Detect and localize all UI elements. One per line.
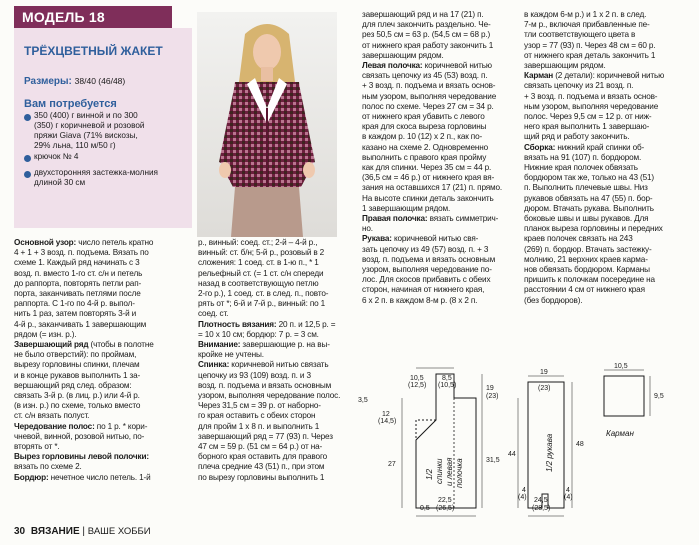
text-line: нов обвязать бордюром. Карманы <box>524 265 650 275</box>
text-line: соед. ст. <box>198 309 229 319</box>
dim-pocket-top: 10,5 <box>614 363 628 370</box>
text-line: назад в соответствующую петлю <box>198 278 319 288</box>
front-back-schematic <box>402 368 482 516</box>
text-line: боковые швы и швы рукавов. Для <box>524 214 649 224</box>
text-line: для плеч закончить раздельно. Че- <box>362 20 491 30</box>
text-line: Левая полочка: коричневой нитью <box>362 61 492 71</box>
footer-title: ВАШЕ ХОББИ <box>87 526 151 537</box>
dim-front-left-a: 3,5 <box>358 397 368 404</box>
text-line: возд. п. вместо 1-го ст. с/н и петель <box>14 268 143 278</box>
page-number: 30 <box>14 526 26 537</box>
text-line: до раппорта, повторять петли рап- <box>14 278 142 288</box>
pocket-schematic <box>604 370 650 416</box>
product-title: ТРЁХЦВЕТНЫЙ ЖАКЕТ <box>24 44 163 58</box>
text-line: Внимание: завершающие р. на вы- <box>198 340 330 350</box>
text-line: 6 х 2 п. в каждом 8-м р. (8 х 2 п. <box>362 295 478 305</box>
text-line: порта, заканчивать петлями после <box>14 289 141 299</box>
material-item-yarn <box>34 111 194 151</box>
dim-front-bottom-a: 0,5 <box>420 505 430 512</box>
text-line: связать цепочку из 21 возд. п. <box>524 81 634 91</box>
text-line: 47 см = 59 р. (51 см = 64 р.) от на- <box>198 442 323 452</box>
dim-sleeve-bottom-b: (28,5) <box>532 505 551 512</box>
pattern-diagram <box>352 362 697 522</box>
text-line: бордюром так же, только на 43 (51) <box>524 173 654 183</box>
text-line: Нижние края полочек обвязать <box>524 163 638 173</box>
model-header <box>14 6 172 28</box>
sleeve-label: 1/2 рукава <box>545 433 554 472</box>
model-title: МОДЕЛЬ 18 <box>22 9 105 25</box>
text-line: вязать по схеме 2. <box>14 462 82 472</box>
text-line: связать 3-й р. (в лиц. р.) или 4-й р. <box>14 391 140 401</box>
material-line: двухсторонняя застежка-молния <box>34 168 158 177</box>
text-line: как для спинки. Через 35 см = 44 р. <box>362 163 492 173</box>
text-line: от нижнего края деталь закончить 1 <box>524 50 656 60</box>
text-line: На высоте спинки деталь закончить <box>362 193 494 203</box>
dim-sleeve-side-a-alt: (4) <box>518 494 527 501</box>
text-line: возд. п. подъема и вязать основным <box>362 254 496 264</box>
text-line: по вырезу горловины выполнить 1 <box>198 472 325 482</box>
dim-sleeve-side-b: 4 <box>566 487 570 494</box>
text-line: винный: ст. б/н; 5-й р., розовый в 2 <box>198 248 325 258</box>
text-line: + 3 возд. п. подъема и вязать основ- <box>524 91 658 101</box>
text-line: тли соответствующего цвета в <box>524 30 636 40</box>
text-line: плеча средние 43 (51) п., при этом <box>198 462 325 472</box>
text-line: узором, выполняя чередование по- <box>362 265 492 275</box>
text-line: планок выреза горловины и передних <box>524 224 663 234</box>
material-line: крючок № 4 <box>34 152 79 161</box>
model-photo-illustration <box>197 12 337 237</box>
text-line: 7-м р., включая прибавленные пе- <box>524 20 650 30</box>
text-line: вторять от *. <box>14 442 60 452</box>
text-line: сложения: 1 соед. ст. в 1-ю п., * 1 <box>198 258 319 268</box>
text-line: Сборка: нижний край спинки об- <box>524 142 645 152</box>
material-line: длиной 30 см <box>34 178 86 187</box>
text-line: рядом (= изн. р.). <box>14 329 77 339</box>
text-line: рез 50,5 см = 63 р. (54,5 см = 68 р.) <box>362 30 491 40</box>
text-line: (269) п. бордюр. Втачать застежку- <box>524 244 652 254</box>
bullet-icon <box>24 114 31 121</box>
model-photo <box>197 12 337 237</box>
text-line: лос. Для скосов прибавить с обеих <box>362 275 491 285</box>
text-line: 2-го р.), 1 соед. ст. в след. п., повто- <box>198 289 329 299</box>
text-line: вершающий ряд след. образом: <box>14 380 132 390</box>
text-line: него края выполнить 1 завершаю- <box>524 122 650 132</box>
text-line: и в конце рукавов выполнить 1 за- <box>14 370 141 380</box>
text-column-4 <box>524 10 686 306</box>
dim-front-bottom-b: 22,5 <box>438 497 452 504</box>
dim-sleeve-right: 48 <box>576 441 584 448</box>
text-line: молнию, 21 верхних краев карма- <box>524 254 648 264</box>
text-line: сторон, начиная от нижнего края, <box>362 285 485 295</box>
bullet-icon <box>24 171 31 178</box>
text-line: Карман (2 детали): коричневой нитью <box>524 71 665 81</box>
materials-title: Вам потребуется <box>24 98 117 110</box>
material-line: (350) г коричневой и розовой <box>34 121 145 130</box>
footer-brand: ВЯЗАНИЕ <box>30 526 80 537</box>
text-line: вязать на 91 (107) п. бордюром. <box>524 152 642 162</box>
text-line: полос по схеме. Через 27 см = 34 р. <box>362 101 494 111</box>
text-line: п. Выполнить плечевые швы. Низ <box>524 183 648 193</box>
sizes <box>24 76 125 87</box>
text-line: Через 31,5 см = 39 р. от наборно- <box>198 401 321 411</box>
dim-pocket-right: 9,5 <box>654 393 664 400</box>
text-line: рять от *; 6-й и 7-й р., винный: по 1 <box>198 299 326 309</box>
text-line: для пройм 1 х 8 п. и выполнить 1 <box>198 421 320 431</box>
pocket-label: Карман <box>606 429 634 438</box>
text-line: в каждом р. 10 (12) х 2 п., как по- <box>362 132 483 142</box>
text-line: ным узором, выполняя чередование <box>362 91 497 101</box>
text-line: завершающий ряд = 77 (93) п. Через <box>198 431 333 441</box>
text-line: Рукава: коричневой нитью свя- <box>362 234 479 244</box>
text-line: цепочку из 93 (109) возд. п. и 3 <box>198 370 311 380</box>
text-line: (36,5 см = 46 р.) от нижнего края вя- <box>362 173 495 183</box>
text-line: 4-й р., заканчивать 1 завершающим <box>14 319 147 329</box>
material-line: 350 (400) г винной и по 300 <box>34 111 138 120</box>
front-label-d: полочка <box>455 458 464 488</box>
text-line: зать цепочку из 49 (57) возд. п. + 3 <box>362 244 489 254</box>
text-column-2 <box>198 238 344 483</box>
dim-front-right-a-alt: (23) <box>486 393 499 400</box>
dim-front-left-c: 27 <box>388 461 396 468</box>
text-line: казано на схеме 2. Одновременно <box>362 142 489 152</box>
text-line: чневой, винной, розовой нитью, по- <box>14 431 145 441</box>
text-line: рукавов обвязать на 47 (55) п. бор- <box>524 193 653 203</box>
text-line: завершающим рядом. <box>524 61 606 71</box>
text-line: ным узором, выполняя чередование <box>524 101 659 111</box>
text-line: Бордюр: нечетное число петель. 1-й <box>14 472 151 482</box>
dim-front-top-b: 8,5 <box>442 375 452 382</box>
text-line: Основной узор: число петель кратно <box>14 238 154 247</box>
front-label-a: 1/2 <box>425 468 434 480</box>
text-line: Спинка: коричневой нитью связать <box>198 360 329 370</box>
text-line: Завершающий ряд (чтобы в полотне <box>14 340 154 350</box>
text-line: пришить к полочкам посередине на <box>524 275 655 285</box>
dim-front-left-b-alt: (14,5) <box>378 418 397 425</box>
dim-sleeve-side-b-alt: (4) <box>564 494 573 501</box>
text-line: Чередование полос: по 1 р. * кори- <box>14 421 148 431</box>
dim-front-left-b: 12 <box>382 411 390 418</box>
text-line: Плотность вязания: 20 п. и 12,5 р. = <box>198 319 336 329</box>
dim-sleeve-top: 19 <box>540 369 548 376</box>
text-line: от нижнего края работу закончить 1 <box>362 40 494 50</box>
dim-front-top-a-alt: (12,5) <box>408 382 427 389</box>
text-line: 4 + 1 + 3 возд. п. подъема. Вязать по <box>14 248 149 258</box>
sizes-label: Размеры: <box>24 76 72 87</box>
footer-separator: | <box>79 526 88 537</box>
dim-front-right-b: 31,5 <box>486 457 500 464</box>
page-footer <box>14 526 151 537</box>
dim-front-top-a: 10,5 <box>410 375 424 382</box>
material-line: 29% льна, 110 м/50 г) <box>34 141 116 150</box>
text-column-1 <box>14 238 192 483</box>
text-line: выполнить с правого края пройму <box>362 152 487 162</box>
text-line: завершающим рядом. <box>362 50 444 60</box>
text-line: не было отверстий): по проймам, <box>14 350 137 360</box>
text-line: (в изн. р.) по схеме, только вместо <box>14 401 141 411</box>
material-item-hook <box>34 152 194 162</box>
text-line: края для скоса выреза горловины <box>362 122 487 132</box>
text-line: нить 1 раз, затем повторять 3-й и <box>14 309 137 319</box>
text-line: возд. п. подъема и вязать основным <box>198 380 332 390</box>
dim-sleeve-bottom-a: 24,5 <box>534 497 548 504</box>
material-item-zipper <box>34 168 194 188</box>
dim-sleeve-top-alt: (23) <box>538 385 551 392</box>
text-line: (без бордюров). <box>524 295 583 305</box>
text-line: = 10 х 10 см; бордюр: 7 р. = 3 см. <box>198 329 319 339</box>
dim-sleeve-side-a: 4 <box>522 487 526 494</box>
text-line: Правая полочка: вязать симметрич- <box>362 214 499 224</box>
text-line: расстоянии 4 см от нижнего края <box>524 285 645 295</box>
text-line: рельефный ст. (= 1 ст. с/н спереди <box>198 268 324 278</box>
text-line: раппорта. С 1-го по 4-й р. выпол- <box>14 299 135 309</box>
sizes-value: 38/40 (46/48) <box>74 76 126 86</box>
bullet-icon <box>24 155 31 162</box>
text-line: завершающий ряд и на 17 (21) п. <box>362 10 484 19</box>
text-line: зания на оставшихся 17 (21) п. прямо. <box>362 183 503 193</box>
text-line: от нижнего края убавить с левого <box>362 112 485 122</box>
text-line: го края оставить с обеих сторон <box>198 411 316 421</box>
text-line: + 3 возд. п. подъема и вязать основ- <box>362 81 496 91</box>
text-line: кройке не учтены. <box>198 350 264 360</box>
dim-front-right-a: 19 <box>486 385 494 392</box>
text-line: но. <box>362 224 373 234</box>
front-label-c: и левая <box>445 457 454 486</box>
text-line: борного края оставить для правого <box>198 452 327 462</box>
text-line: Вырез горловины левой полочки: <box>14 452 149 462</box>
text-line: вырезу горловины спинки, плечам <box>14 360 140 370</box>
text-line: узором, выполняя чередование полос. <box>198 391 341 401</box>
text-line: р., винный: соед. ст.; 2-й – 4-й р., <box>198 238 318 247</box>
text-line: полос. Через 9,5 см = 12 р. от ниж- <box>524 112 652 122</box>
text-line: дюром. Втачать рукава. Выполнить <box>524 203 654 213</box>
text-line: 1 завершающим рядом. <box>362 203 451 213</box>
text-line: ст. с/н вязать полуст. <box>14 411 90 421</box>
text-line: в каждом 6-м р.) и 1 х 2 п. в след. <box>524 10 647 19</box>
text-line: узор = 77 (93) п. Через 48 см = 60 р. <box>524 40 656 50</box>
dim-front-top-b-alt: (10,5) <box>438 382 457 389</box>
dim-front-bottom-b-alt: (26,5) <box>436 505 455 512</box>
text-line: схеме 1. Каждый ряд начинать с 3 <box>14 258 140 268</box>
text-line: щий ряд и работу закончить. <box>524 132 630 142</box>
material-line: пряжи Giava (71% вискозы, <box>34 131 138 140</box>
text-line: краев полочек связать на 243 <box>524 234 633 244</box>
text-line: связать цепочку из 45 (53) возд. п. <box>362 71 488 81</box>
text-column-3 <box>362 10 514 306</box>
dim-sleeve-left: 44 <box>508 451 516 458</box>
front-label-b: спинки <box>435 458 444 484</box>
